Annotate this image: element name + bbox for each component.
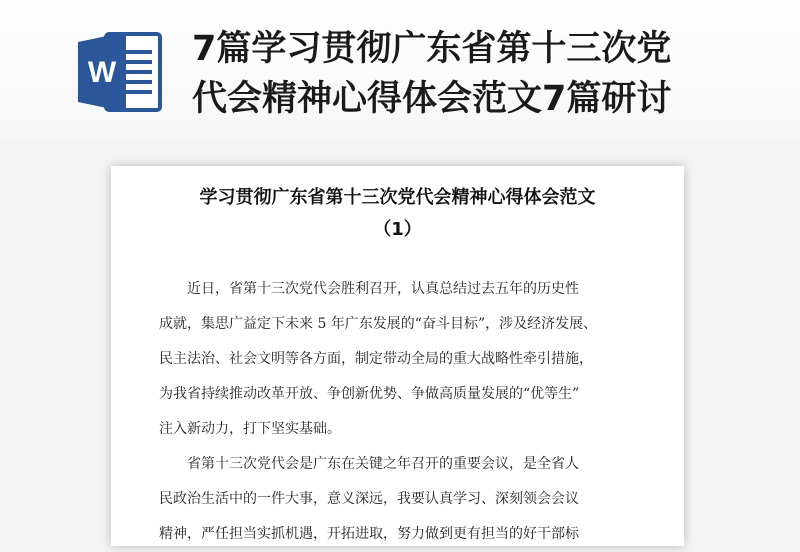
body-line: 注入新动力，打下坚实基础。 [159, 421, 341, 437]
body-line: 近日，省第十三次党代会胜利召开，认真总结过去五年的历史性 [187, 281, 579, 297]
svg-text:W: W [87, 56, 117, 89]
page-title [192, 24, 792, 124]
document-title-line-2: （1） [373, 219, 422, 240]
body-line: 成就，集思广益定下未来 5 年广东发展的“奋斗目标”，涉及经济发展、 [159, 316, 598, 332]
body-line: 为我省持续推动改革开放、争创新优势、争做高质量发展的“优等生” [159, 386, 580, 402]
header-banner [0, 0, 800, 140]
body-line: 省第十三次党代会是广东在关键之年召开的重要会议，是全省人 [187, 456, 579, 472]
word-doc-icon [76, 30, 164, 114]
body-line: 精神，严任担当实抓机遇，开拓进取，努力做到更有担当的好干部标 [159, 526, 579, 542]
document-title-line-1: 学习贯彻广东省第十三次党代会精神心得体会范文 [199, 187, 596, 208]
page-title-line-2: 代会精神心得体会范文7篇研讨 [192, 79, 672, 119]
body-line: 民主法治、社会文明等各方面，制定带动全局的重大战略性牵引措施， [159, 351, 593, 367]
document-page [111, 166, 684, 546]
body-line: 民政治生活中的一件大事，意义深远，我要认真学习、深刻领会会议 [159, 491, 579, 507]
document-title [111, 182, 684, 246]
document-body [159, 272, 643, 552]
page-title-line-1: 7篇学习贯彻广东省第十三次党 [192, 29, 672, 69]
